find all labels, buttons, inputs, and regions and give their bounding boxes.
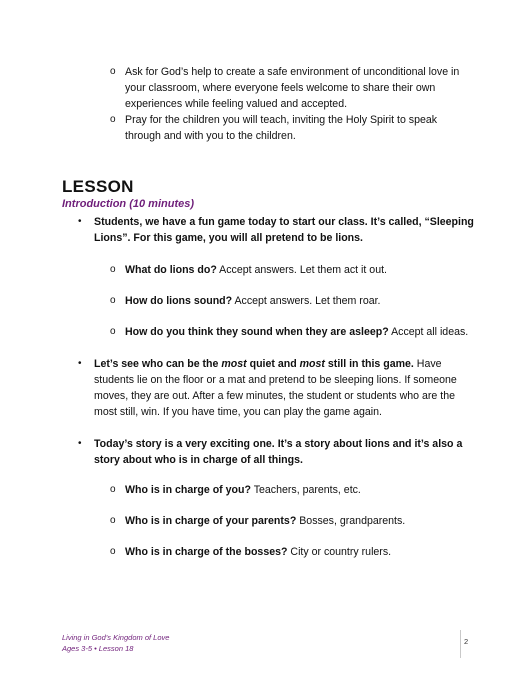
bullet-text: Today’s story is a very exciting one. It’s a story about lions and it’s also a story about who is in charge of all things. — [94, 438, 463, 466]
footer-divider — [460, 630, 461, 658]
page-number: 2 — [464, 637, 469, 646]
list-item — [78, 436, 476, 468]
footer-title: Living in God’s Kingdom of Love — [62, 633, 170, 642]
hollow-bullet-icon: o — [110, 66, 116, 77]
list-item: o Who is in charge of the bosses? City or country rulers. — [110, 546, 392, 558]
hollow-bullet-icon: o — [110, 515, 116, 526]
list-item: o How do you think they sound when they are asleep? Accept all ideas. — [110, 326, 469, 338]
section-heading: LESSON — [62, 177, 134, 196]
list-item: o What do lions do? Accept answers. Let them act it out. — [110, 264, 387, 276]
bullet-icon: • — [78, 438, 82, 449]
list-item: o Who is in charge of you? Teachers, parents, etc. — [110, 484, 361, 496]
bullet-text: Students, we have a fun game today to start our class. It’s called, “Sleeping Lions”. For this game, you will all pretend to be lions. — [94, 216, 474, 244]
hollow-bullet-icon: o — [110, 546, 116, 557]
footer-subtitle: Ages 3-5 • Lesson 18 — [62, 644, 134, 653]
prep-list — [110, 64, 470, 144]
list-item: o How do lions sound? Accept answers. Let them roar. — [110, 295, 381, 307]
hollow-bullet-icon: o — [110, 484, 116, 495]
list-item: o Ask for God’s help to create a safe environment of unconditional love in your classroom, where everyone feels welcome to share their own experiences while feeling valued and accepted. — [110, 66, 460, 110]
subsection-heading: Introduction (10 minutes) — [62, 198, 194, 210]
list-item: o Who is in charge of your parents? Bosses, grandparents. — [110, 515, 406, 527]
list-item: o Pray for the children you will teach, inviting the Holy Spirit to speak through and with you to the children. — [110, 114, 438, 142]
bullet-icon: • — [78, 358, 82, 369]
bullet-icon: • — [78, 216, 82, 227]
hollow-bullet-icon: o — [110, 114, 116, 125]
list-item: • Let’s see who can be the most quiet and most still in this game. Have students lie on the floor or a mat and pretend to be sleeping lions. If someone moves, they are out. After a few minutes, the student or students who are the most still, win. If you have time, you can play the game again. — [78, 358, 457, 418]
hollow-bullet-icon: o — [110, 295, 116, 306]
list-item — [78, 214, 476, 246]
hollow-bullet-icon: o — [110, 326, 116, 337]
hollow-bullet-icon: o — [110, 264, 116, 275]
